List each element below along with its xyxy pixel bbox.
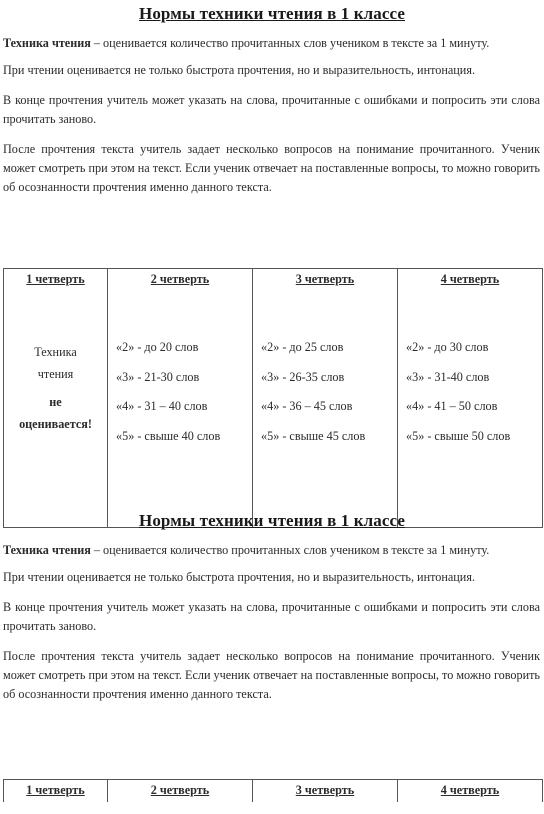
norm-item: «5» - свыше 45 слов (261, 428, 366, 443)
header-quarter-2: 2 четверть (108, 269, 253, 292)
definition-text: – оценивается количество прочитанных слов учеником в тексте за 1 минуту. (90, 543, 490, 557)
paragraph-definition (3, 34, 540, 53)
page-title: Нормы техники чтения в 1 классе (139, 4, 405, 23)
definition-text: – оценивается количество прочитанных слов учеником в тексте за 1 минуту. (90, 36, 490, 50)
table-header-row (4, 780, 543, 803)
q1-line: Техника (34, 345, 77, 359)
paragraph-definition (3, 541, 540, 560)
header-quarter-4: 4 четверть (398, 780, 543, 803)
norm-item: «5» - свыше 50 слов (406, 428, 511, 443)
norms-table (3, 268, 543, 528)
q1-line: не (49, 395, 62, 409)
norm-item: «2» - до 20 слов (116, 340, 199, 354)
cell-quarter-2 (108, 291, 253, 528)
paragraph-expressiveness: При чтении оценивается не только быстрота прочтения, но и выразительность, интонация. (3, 570, 475, 584)
norm-item: «4» - 41 – 50 слов (406, 399, 498, 413)
paragraph-questions: После прочтения текста учитель задает несколько вопросов на понимание прочитанного. Ученик может смотреть при этом на текст. Если ученик отвечает на поставленные вопросы, то можно говорить об осознанности прочтения именно данного текста. (3, 142, 540, 194)
term-bold: Техника чтения (3, 36, 91, 50)
norm-item: «3» - 21-30 слов (116, 369, 200, 384)
document-block-2 (0, 507, 544, 704)
q1-line: чтения (37, 367, 74, 381)
paragraph-expressiveness: При чтении оценивается не только быстрота прочтения, но и выразительность, интонация. (3, 63, 475, 77)
norm-item: «2» - до 30 слов (406, 340, 489, 354)
norm-item: «5» - свыше 40 слов (116, 428, 221, 443)
table-row (4, 291, 543, 528)
term-bold: Техника чтения (3, 543, 91, 557)
header-quarter-2: 2 четверть (108, 780, 253, 803)
header-quarter-3: 3 четверть (253, 780, 398, 803)
header-quarter-1: 1 четверть (4, 269, 108, 292)
norm-item: «2» - до 25 слов (261, 340, 344, 354)
header-quarter-3: 3 четверть (253, 269, 398, 292)
norm-item: «3» - 31-40 слов (406, 369, 490, 384)
q1-line: оценивается! (19, 417, 92, 431)
norm-item: «3» - 26-35 слов (261, 369, 345, 384)
table-header-row (4, 269, 543, 292)
cell-quarter-1 (4, 291, 108, 528)
norm-item: «4» - 31 – 40 слов (116, 399, 208, 413)
paragraph-questions: После прочтения текста учитель задает несколько вопросов на понимание прочитанного. Ученик может смотреть при этом на текст. Если ученик отвечает на поставленные вопросы, то можно говорить об осознанности прочтения именно данного текста. (3, 649, 540, 701)
page-title: Нормы техники чтения в 1 классе (139, 511, 405, 530)
cell-quarter-4 (398, 291, 543, 528)
document-block-1 (0, 0, 544, 197)
cell-quarter-3 (253, 291, 398, 528)
paragraph-errors: В конце прочтения учитель может указать на слова, прочитанные с ошибками и попросить эти слова прочитать заново. (3, 600, 540, 633)
header-quarter-1: 1 четверть (4, 780, 108, 803)
norm-item: «4» - 36 – 45 слов (261, 399, 353, 413)
header-quarter-4: 4 четверть (398, 269, 543, 292)
paragraph-errors: В конце прочтения учитель может указать на слова, прочитанные с ошибками и попросить эти слова прочитать заново. (3, 93, 540, 126)
norms-table-cropped (3, 779, 543, 802)
